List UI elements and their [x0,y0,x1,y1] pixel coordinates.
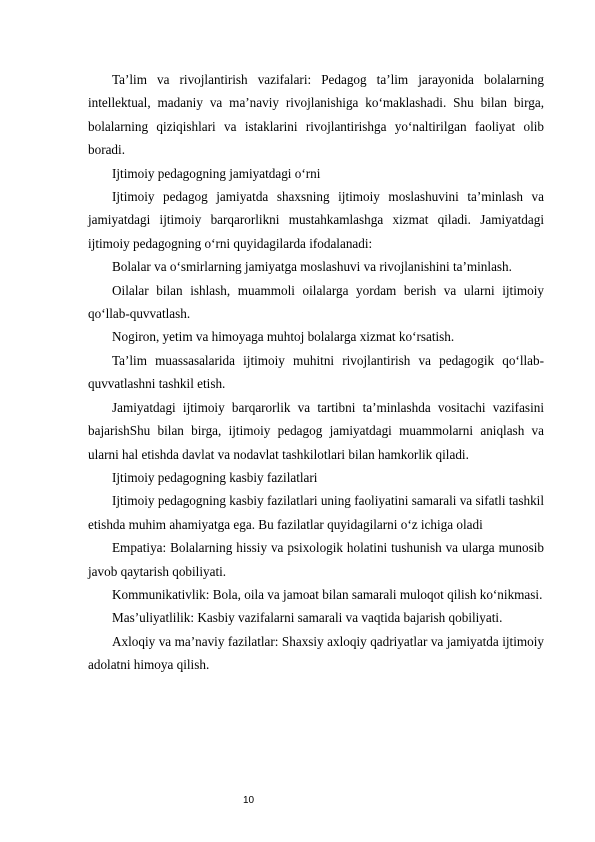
heading-role-in-society: Ijtimoiy pedagogning jamiyatdagi o‘rni [112,165,321,181]
page-number: 10 [243,795,255,806]
list-item-responsibility: Mas’uliyatlilik: Kasbiy vazifalarni samarali va vaqtida bajarish qobiliyati. [112,610,503,626]
list-item-empathy: Empatiya: Bolalarning hissiy va psixologik holatini tushunish va ularga munosib javob qaytarish qobiliyati. [88,540,544,579]
paragraph-professional-qualities: Ijtimoiy pedagogning kasbiy fazilatlari uning faoliyatini samarali va sifatli tashkil etishda muhim ahamiyatga ega. Bu fazilatlar quyidagilarni o‘z ichiga oladi [88,493,544,532]
list-item-educational-institutions: Ta’lim muassasalarida ijtimoiy muhitni rivojlantirish va pedagogik qo‘llab-quvvatlashni tashkil etish. [88,352,544,392]
list-item-adaptation: Bolalar va o‘smirlarning jamiyatga moslashuvi va rivojlanishini ta’minlash. [112,259,512,275]
list-item-families: Oilalar bilan ishlash, muammoli oilalarga yordam berish va ularni ijtimoiy qo‘llab-quvvatlash. [88,282,544,322]
list-item-stability-mediator: Jamiyatdagi ijtimoiy barqarorlik va tartibni ta’minlashda vositachi vazifasini bajarishShu bilan birga, ijtimoiy pedagog jamiyatdagi muammolarni aniqlash va ularni hal etishda davlat va nodavlat tashkilotlari bilan hamkorlik qiladi. [88,399,544,462]
paragraph-education-tasks: Ta’lim va rivojlantirish vazifalari: Pedagog ta’lim jarayonida bolalarning intellektual, madaniy va ma’naviy rivojlanishiga ko‘maklashadi. Shu bilan birga, bolalarning qiziqishlari va istaklarini rivojlantirishga yo‘naltirilgan faoliyat olib boradi. [88,72,544,158]
list-item-communication: Kommunikativlik: Bola, oila va jamoat bilan samarali muloqot qilish ko‘nikmasi. [112,586,543,602]
heading-professional-qualities: Ijtimoiy pedagogning kasbiy fazilatlari [112,469,318,485]
document-body [88,68,544,677]
list-item-disabled-orphans: Nogiron, yetim va himoyaga muhtoj bolalarga xizmat ko‘rsatish. [112,329,455,345]
list-item-moral-qualities: Axloqiy va ma’naviy fazilatlar: Shaxsiy axloqiy qadriyatlar va jamiyatda ijtimoiy adolatni himoya qilish. [88,633,544,673]
paragraph-role-in-society: Ijtimoiy pedagog jamiyatda shaxsning ijtimoiy moslashuvini ta’minlash va jamiyatdagi ijtimoiy barqarorlikni mustahkamlashga xizmat qiladi. Jamiyatdagi ijtimoiy pedagogning o‘rni quyidagilarda ifodalanadi: [88,189,544,251]
